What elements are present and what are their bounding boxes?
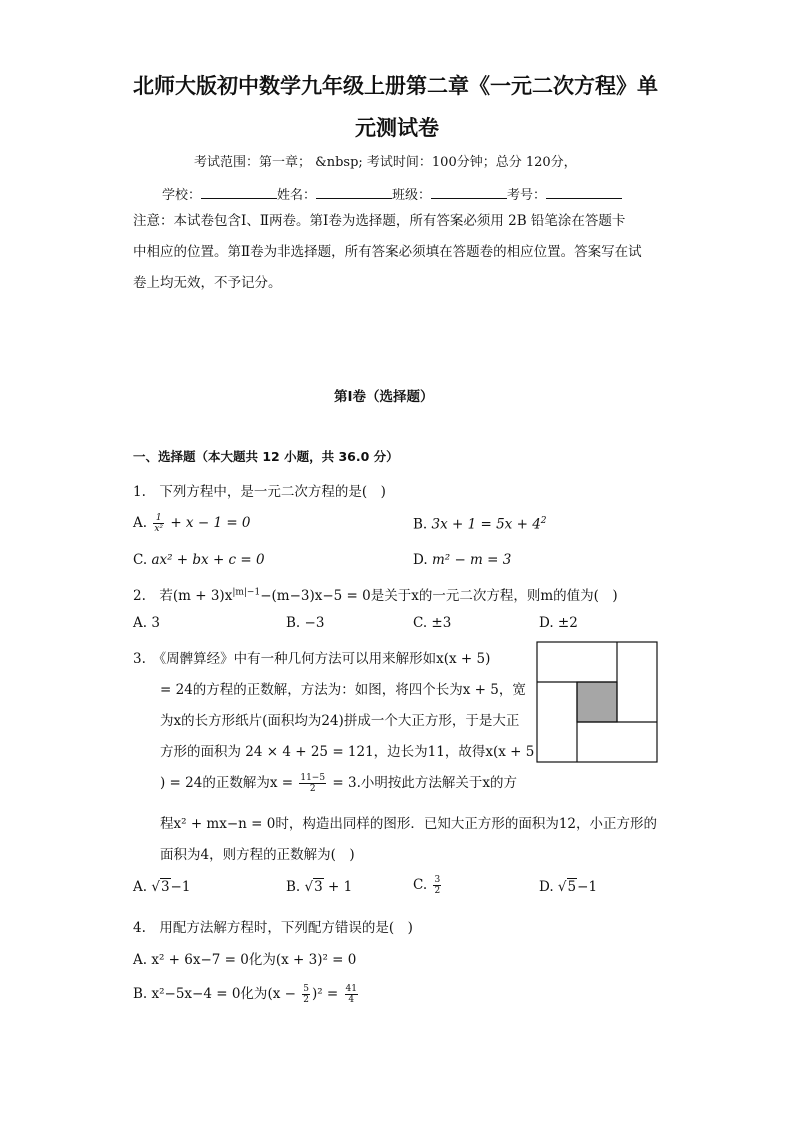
q1-a-fraction: $\frac{1}{\text{x²}}$: [154, 513, 164, 534]
q1-option-c[interactable]: [133, 552, 265, 568]
q3-option-a[interactable]: A. √3−1: [133, 879, 191, 895]
q3-line-4: 方形的面积为 24 × 4 + 25 = 121，边长为11，故得x(x + 5: [160, 744, 535, 760]
q4-b-result-fraction: $\frac{41}{4}$: [345, 984, 357, 1005]
q1-d-text: m² − m = 3: [431, 552, 512, 568]
figure-center-square: [577, 682, 617, 722]
q1-option-d[interactable]: [413, 552, 511, 568]
title-line-1: 北师大版初中数学九年级上册第二章《一元二次方程》单: [133, 74, 658, 98]
q2-stem-pre: 2. 若(m + 3)x: [133, 588, 233, 604]
q1-option-b[interactable]: B. $3x + 1 = 5x + 4^2$: [413, 516, 547, 533]
number-blank[interactable]: [546, 186, 622, 199]
q3-line-7: 面积为4，则方程的正数解为( ): [160, 847, 355, 863]
q1-c-label: C.: [133, 552, 148, 568]
q3-line-5-post: = 3.小明按此方法解关于x的方: [332, 775, 517, 791]
name-label: 姓名：: [277, 188, 317, 203]
q1-d-label: D.: [413, 552, 428, 568]
school-label: 学校：: [162, 188, 202, 203]
notice-line-3: 卷上均无效，不予记分。: [133, 275, 282, 291]
q3-line-5-pre: ) = 24的正数解为x =: [160, 775, 294, 791]
exam-info: 考试范围：第一章； &nbsp; 考试时间：100分钟；总分 120分，: [194, 155, 577, 170]
section-title: 一、选择题（本大题共 12 小题，共 36.0 分）: [133, 449, 399, 464]
q2-option-b[interactable]: B. −3: [286, 615, 325, 631]
q3-option-b[interactable]: B. √3 + 1: [286, 879, 353, 895]
q1-b-text: 3x + 1 = 5x + 4: [431, 516, 541, 533]
q2-stem: [133, 584, 618, 604]
title-line-2: 元测试卷: [355, 116, 439, 140]
q2-stem-post: −(m−3)x−5 = 0是关于x的一元二次方程，则m的值为( ): [260, 588, 618, 604]
q3-option-c[interactable]: C. $\frac{3}{2}$: [413, 875, 441, 896]
q2-stem-exponent: |m|−1: [232, 587, 261, 598]
q3-option-d[interactable]: D. √5−1: [539, 879, 598, 895]
q1-a-label: A.: [133, 515, 148, 531]
q2-option-d[interactable]: D. ±2: [539, 615, 578, 631]
notice-line-2: 中相应的位置。第Ⅱ卷为非选择题，所有答案必须填在答题卷的相应位置。答案写在试: [133, 244, 642, 260]
q1-b-label: B.: [413, 516, 428, 533]
q2-option-a[interactable]: A. 3: [133, 615, 160, 631]
number-label: 考号：: [507, 188, 547, 203]
q4-b-fraction: $\frac{5}{2}$: [303, 984, 309, 1005]
class-label: 班级：: [392, 188, 432, 203]
q3-line-2: = 24的方程的正数解，方法为：如图，将四个长为x + 5，宽: [160, 682, 526, 698]
q2-option-c[interactable]: C. ±3: [413, 615, 452, 631]
q1-a-text: + x − 1 = 0: [170, 515, 251, 531]
q3-line-5: [160, 771, 517, 794]
q3-line-3: 为x的长方形纸片(面积均为24)拼成一个大正方形，于是大正: [160, 713, 520, 729]
q4-option-a[interactable]: A. x² + 6x−7 = 0化为(x + 3)² = 0: [133, 952, 357, 968]
q3-c-fraction: $\frac{3}{2}$: [434, 875, 441, 896]
part-title: 第Ⅰ卷（选择题）: [334, 389, 434, 405]
q3-line-5-fraction: $\frac{11-5}{2}$: [300, 773, 326, 794]
q1-c-text: ax² + bx + c = 0: [151, 552, 265, 568]
q3-line-6: 程x² + mx−n = 0时，构造出同样的图形．已知大正方形的面积为12，小正方形的: [160, 816, 658, 832]
name-blank[interactable]: [316, 186, 392, 199]
notice: [133, 206, 663, 299]
q3-line-1: 3. 《周髀算经》中有一种几何方法可以用来解形如x(x + 5): [133, 651, 491, 667]
q1-option-a[interactable]: [133, 513, 251, 534]
q1-stem: 1. 下列方程中，是一元二次方程的是( ): [133, 484, 386, 500]
q4-b-pre: B. x²−5x−4 = 0化为: [133, 986, 268, 1002]
student-info-row: [162, 184, 622, 203]
notice-line-1: 注意：本试卷包含Ⅰ、Ⅱ两卷。第Ⅰ卷为选择题，所有答案必须用 2B 铅笔涂在答题卡: [133, 213, 626, 229]
school-blank[interactable]: [201, 186, 277, 199]
q4-option-b[interactable]: B. x²−5x−4 = 0化为(x − $\frac{5}{2}$ )² = $\frac{41}{4}$: [133, 984, 357, 1005]
q4-stem: 4. 用配方法解方程时，下列配方错误的是( ): [133, 920, 413, 936]
class-blank[interactable]: [431, 186, 507, 199]
q3-square-figure: [536, 641, 658, 763]
